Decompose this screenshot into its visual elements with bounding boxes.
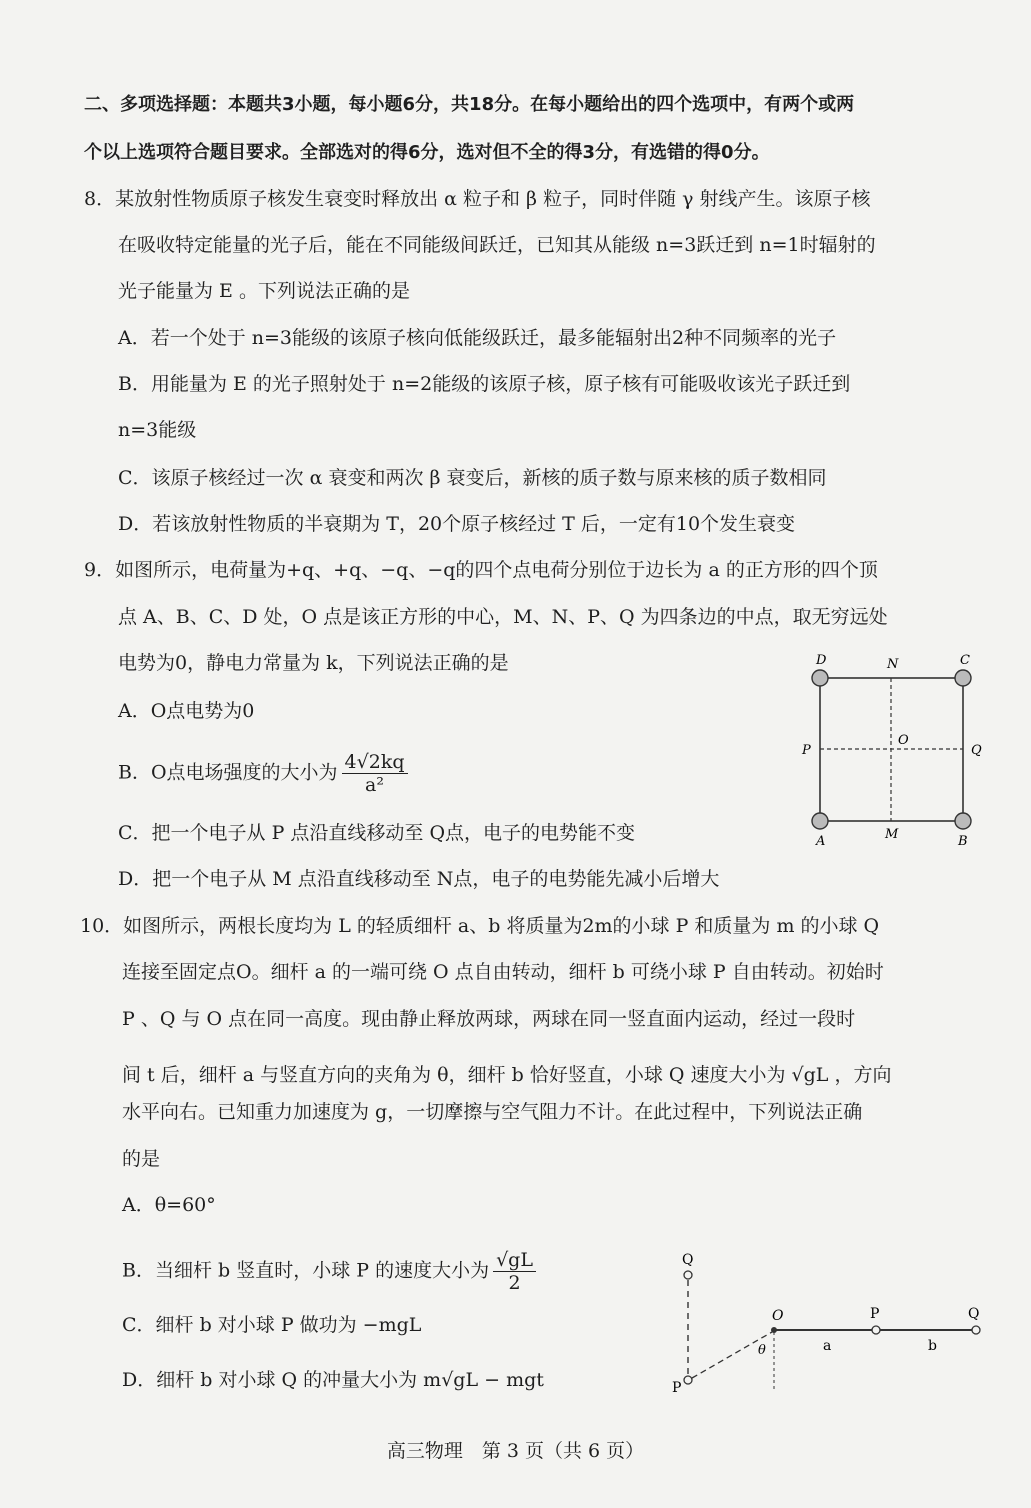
q8-stem-line-1: 8．某放射性物质原子核发生衰变时释放出 α 粒子和 β 粒子，同时伴随 γ 射线产生。该原子核 — [84, 188, 871, 210]
label-theta: θ — [758, 1343, 766, 1358]
fraction-numerator: √gL — [493, 1249, 536, 1272]
q8-option-a: A．若一个处于 n=3能级的该原子核向低能级跃迁，最多能辐射出2种不同频率的光子 — [118, 327, 837, 349]
label-n: N — [887, 657, 899, 672]
ball-q-hanging — [684, 1271, 692, 1279]
label-m: M — [885, 827, 899, 842]
q9-option-c: C．把一个电子从 P 点沿直线移动至 Q点，电子的电势能不变 — [118, 822, 636, 844]
fraction-numerator: 4√2kq — [342, 751, 408, 774]
label-c: C — [960, 653, 970, 668]
q10-stem-line-6: 的是 — [122, 1148, 161, 1170]
q8-option-b-line-2: n=3能级 — [118, 419, 197, 441]
q10-option-b — [122, 1249, 536, 1294]
fraction-denominator: a² — [365, 774, 384, 796]
label-p: P — [802, 743, 811, 758]
q9-option-b-fraction — [342, 751, 408, 796]
charge-c — [955, 670, 971, 686]
q8-option-b-line-1: B．用能量为 E 的光子照射处于 n=2能级的该原子核，原子核有可能吸收该光子跃迁到 — [118, 373, 851, 395]
label-q: Q — [971, 743, 982, 758]
q9-option-b-text: B．O点电场强度的大小为 — [118, 761, 338, 784]
q10-stem-line-5: 水平向右。已知重力加速度为 g，一切摩擦与空气阻力不计。在此过程中，下列说法正确 — [122, 1101, 863, 1123]
ball-q — [972, 1326, 980, 1334]
q10-option-b-text: B．当细杆 b 竖直时，小球 P 的速度大小为 — [122, 1259, 490, 1282]
section-line-2: 个以上选项符合题目要求。全部选对的得6分，选对但不全的得3分，有选错的得0分。 — [84, 142, 770, 163]
q9-stem-line-1: 9．如图所示，电荷量为+q、+q、−q、−q的四个点电荷分别位于边长为 a 的正方形的四个顶 — [84, 559, 878, 581]
label-b: B — [958, 834, 968, 849]
q8-stem-line-2: 在吸收特定能量的光子后，能在不同能级间跃迁，已知其从能级 n=3跃迁到 n=1时辐射的 — [118, 234, 876, 256]
label-q: Q — [968, 1306, 980, 1322]
label-a: A — [816, 834, 826, 849]
q9-option-a: A．O点电势为0 — [118, 700, 255, 722]
q9-stem-line-3: 电势为0，静电力常量为 k，下列说法正确的是 — [118, 652, 509, 674]
q10-stem-line-1: 10．如图所示，两根长度均为 L 的轻质细杆 a、b 将质量为2m的小球 P 和质量为 m 的小球 Q — [80, 915, 880, 937]
q10-rod-figure — [660, 1250, 990, 1400]
label-p-bottom: P — [672, 1380, 682, 1396]
ball-p — [872, 1326, 880, 1334]
label-rod-a: a — [823, 1338, 832, 1354]
label-q-top: Q — [682, 1252, 694, 1268]
q8-option-d: D．若该放射性物质的半衰期为 T，20个原子核经过 T 后，一定有10个发生衰变 — [118, 513, 796, 535]
label-o: O — [772, 1308, 784, 1324]
q10-option-c: C．细杆 b 对小球 P 做功为 −mgL — [122, 1314, 422, 1336]
q10-stem-line-3: P 、Q 与 O 点在同一高度。现由静止释放两球，两球在同一竖直面内运动，经过一段时 — [122, 1008, 856, 1030]
pivot-o — [771, 1327, 777, 1333]
label-rod-b: b — [928, 1338, 937, 1354]
charge-b — [955, 813, 971, 829]
label-o: O — [898, 733, 909, 748]
charge-d — [812, 670, 828, 686]
section-line-1: 二、多项选择题：本题共3小题，每小题6分，共18分。在每小题给出的四个选项中，有两个或两 — [84, 94, 855, 115]
label-p: P — [870, 1306, 880, 1322]
fraction-denominator: 2 — [508, 1272, 521, 1294]
label-d: D — [816, 653, 827, 668]
ball-p-hanging — [684, 1376, 692, 1384]
q8-option-c: C．该原子核经过一次 α 衰变和两次 β 衰变后，新核的质子数与原来核的质子数相同 — [118, 467, 827, 489]
q10-stem-line-4: 间 t 后，细杆 a 与竖直方向的夹角为 θ，细杆 b 恰好竖直，小球 Q 速度大小为 √gL ，方向 — [122, 1064, 892, 1086]
page-footer: 高三物理 第 3 页（共 6 页） — [386, 1440, 645, 1462]
q9-square-figure — [790, 648, 990, 853]
q9-option-b — [118, 751, 408, 796]
q9-option-d: D．把一个电子从 M 点沿直线移动至 N点，电子的电势能先减小后增大 — [118, 868, 720, 890]
q10-option-d: D．细杆 b 对小球 Q 的冲量大小为 m√gL − mgt — [122, 1369, 544, 1391]
q10-stem-line-2: 连接至固定点O。细杆 a 的一端可绕 O 点自由转动，细杆 b 可绕小球 P 自由转动。初始时 — [122, 961, 884, 983]
q8-stem-line-3: 光子能量为 E 。下列说法正确的是 — [118, 280, 410, 302]
charge-a — [812, 813, 828, 829]
q9-stem-line-2: 点 A、B、C、D 处，O 点是该正方形的中心，M、N、P、Q 为四条边的中点，取无穷远处 — [118, 606, 888, 628]
q10-option-a: A．θ=60° — [122, 1194, 216, 1216]
q10-option-b-fraction — [493, 1249, 536, 1294]
